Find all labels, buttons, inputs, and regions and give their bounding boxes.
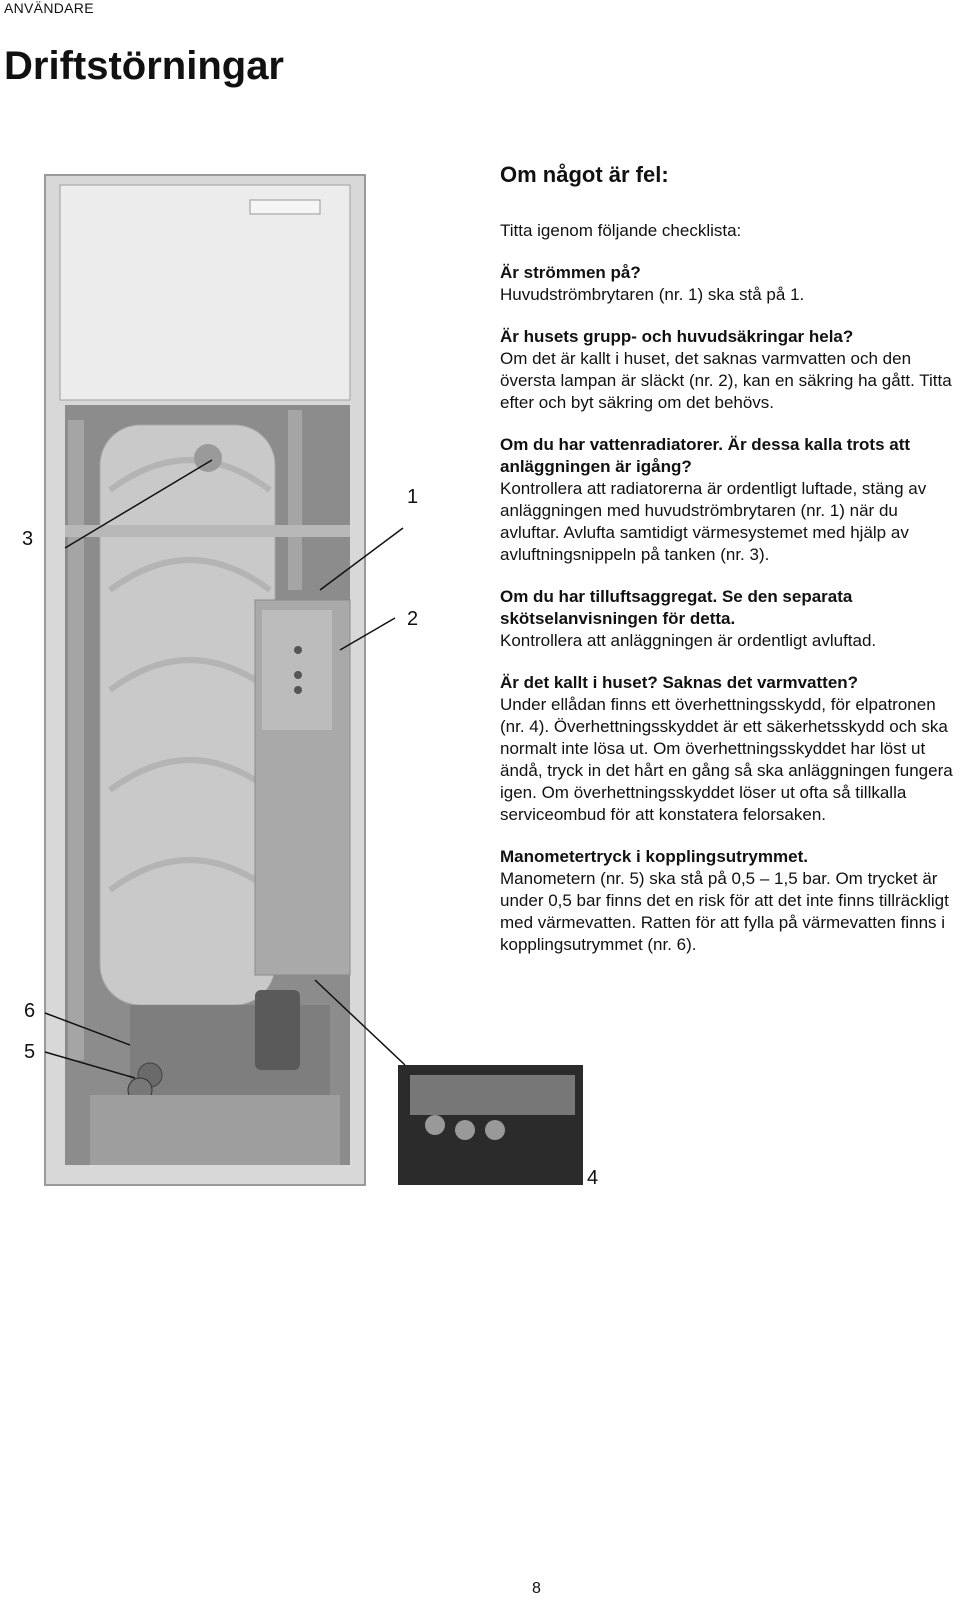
checklist-answer: Kontrollera att radiatorerna är ordentligt luftade, stäng av anläggningen med huvudströmbrytaren (nr. 1) när du avluftar. Avlufta samtidigt värmesystemet med hjälp av avluftningsnippeln på tanken (nr. 3).	[500, 479, 927, 564]
checklist-column	[500, 160, 960, 976]
checklist-question: Är det kallt i huset? Saknas det varmvatten?	[500, 673, 859, 692]
page-number: 8	[532, 1580, 541, 1597]
callout-2: 2	[407, 608, 419, 630]
checklist-answer: Under ellådan finns ett överhettningsskydd, för elpatronen (nr. 4). Överhettningsskyddet är ett säkerhetsskydd och ska normalt inte lösa ut. Om överhettningsskyddet har löst ut ändå, tryck in det hårt en gång så ska anläggningen fungera igen. Om överhettningsskyddet löser ut ofta så tillkalla serviceombud för att konstatera felorsaken.	[500, 695, 953, 824]
checklist-answer: Huvudströmbrytaren (nr. 1) ska stå på 1.	[500, 285, 805, 304]
checklist-answer: Manometern (nr. 5) ska stå på 0,5 – 1,5 bar. Om trycket är under 0,5 bar finns det en risk för att det inte finns tillräckligt med värmevatten. Ratten för att fylla på värmevatten finns i kopplingsutrymmet (nr. 6).	[500, 869, 949, 954]
checklist-question: Om du har tilluftsaggregat. Se den separata skötselanvisningen för detta.	[500, 587, 853, 628]
callout-4: 4	[587, 1167, 599, 1189]
section-header-label: ANVÄNDARE	[4, 0, 94, 16]
checklist-item	[500, 434, 960, 566]
page-title: Driftstörningar	[4, 44, 284, 88]
callout-6: 6	[24, 1000, 36, 1022]
checklist-question: Om du har vattenradiatorer. Är dessa kalla trots att anläggningen är igång?	[500, 435, 911, 476]
callout-1: 1	[407, 486, 419, 508]
checklist-item	[500, 846, 960, 956]
checklist-question: Är strömmen på?	[500, 263, 641, 282]
checklist-item	[500, 326, 960, 414]
checklist-question: Manometertryck i kopplingsutrymmet.	[500, 847, 808, 866]
callout-5: 5	[24, 1041, 36, 1063]
checklist-heading: Om något är fel:	[500, 162, 669, 187]
checklist-item	[500, 672, 960, 826]
callout-3: 3	[22, 528, 34, 550]
checklist-answer: Om det är kallt i huset, det saknas varmvatten och den översta lampan är släckt (nr. 2), kan en säkring ha gått. Titta efter och byt säkring om det behövs.	[500, 349, 952, 412]
checklist-question: Är husets grupp- och huvudsäkringar hela?	[500, 327, 854, 346]
checklist-item	[500, 586, 960, 652]
checklist-item	[500, 262, 960, 306]
checklist-intro: Titta igenom följande checklista:	[500, 221, 742, 240]
checklist-answer: Kontrollera att anläggningen är ordentligt avluftad.	[500, 631, 877, 650]
